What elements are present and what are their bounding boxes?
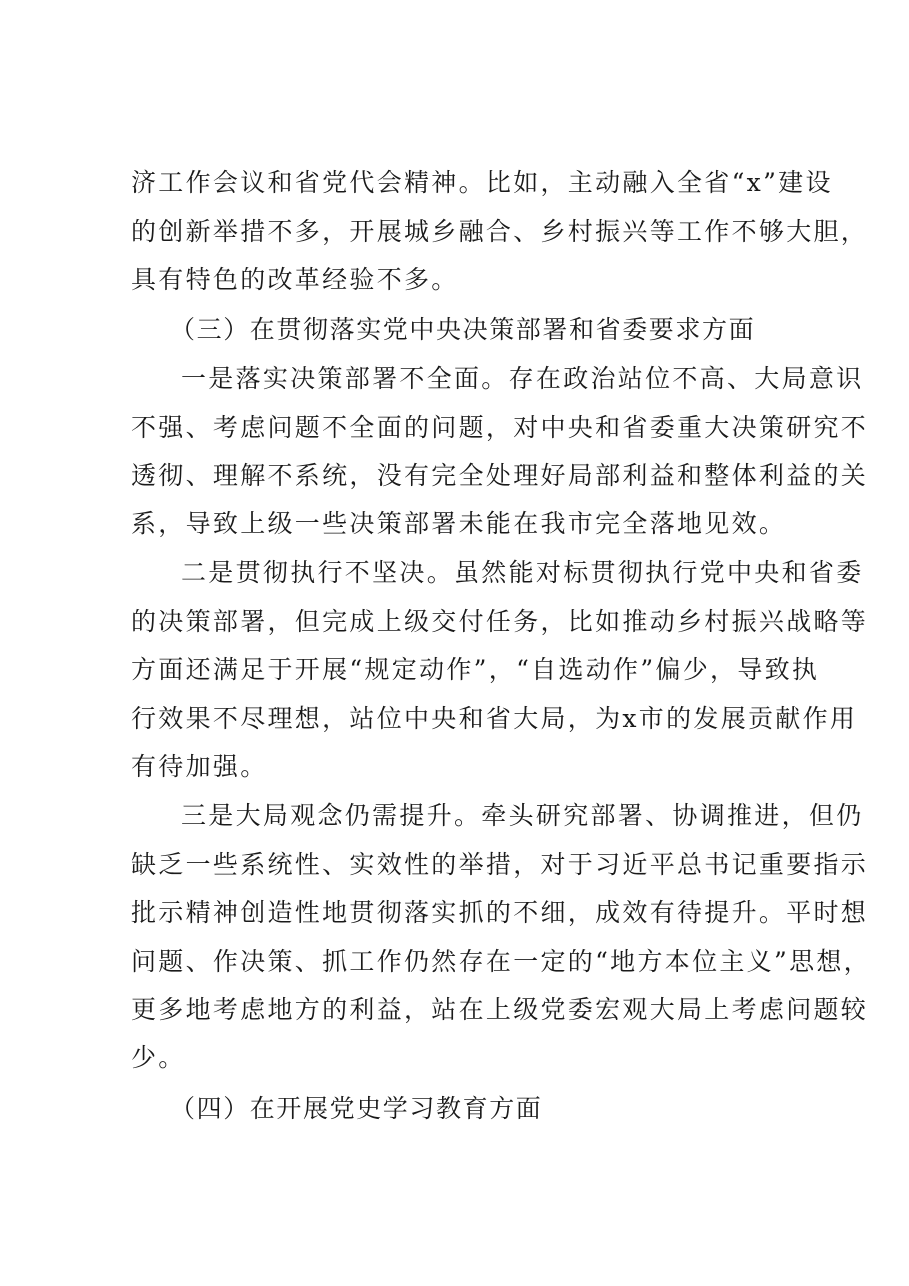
body-text-line: 行效果不尽理想，站位中央和省大局，为x市的发展贡献作用 — [131, 704, 858, 733]
body-text-line: 有待加强。 — [131, 752, 268, 781]
body-text-line: 济工作会议和省党代会精神。比如，主动融入全省“x”建设 — [131, 168, 833, 197]
body-text-line: 问题、作决策、抓工作仍然存在一定的“地方本位主义”思想， — [131, 947, 871, 976]
body-text-line: 透彻、理解不系统，没有完全处理好局部利益和整体利益的关 — [131, 461, 869, 490]
body-text-line: 方面还满足于开展“规定动作”，“自选动作”偏少，导致执 — [131, 655, 820, 684]
section-heading: （三）在贯彻落实党中央决策部署和省委要求方面 — [170, 315, 756, 344]
body-text-line: 系，导致上级一些决策部署未能在我市完全落地见效。 — [131, 509, 787, 538]
paragraph-first-line: 三是大局观念仍需提升。牵头研究部署、协调推进，但仍 — [181, 801, 864, 830]
paragraph-first-line: 二是贯彻执行不坚决。虽然能对标贯彻执行党中央和省委 — [181, 558, 864, 587]
body-text-line: 缺乏一些系统性、实效性的举措，对于习近平总书记重要指示 — [131, 850, 869, 879]
body-text-line: 不强、考虑问题不全面的问题，对中央和省委重大决策研究不 — [131, 413, 869, 442]
body-text-line: 批示精神创造性地贯彻落实抓的不细，成效有待提升。平时想 — [131, 898, 869, 927]
body-text-line: 少。 — [131, 1043, 186, 1072]
body-text-line: 更多地考虑地方的利益，站在上级党委宏观大局上考虑问题较 — [131, 995, 869, 1024]
body-text-line: 的创新举措不多，开展城乡融合、乡村振兴等工作不够大胆， — [131, 217, 869, 246]
section-heading: （四）在开展党史学习教育方面 — [170, 1094, 543, 1123]
body-text-line: 的决策部署，但完成上级交付任务，比如推动乡村振兴战略等 — [131, 607, 869, 636]
body-text-line: 具有特色的改革经验不多。 — [131, 265, 459, 294]
paragraph-first-line: 一是落实决策部署不全面。存在政治站位不高、大局意识 — [181, 364, 864, 393]
